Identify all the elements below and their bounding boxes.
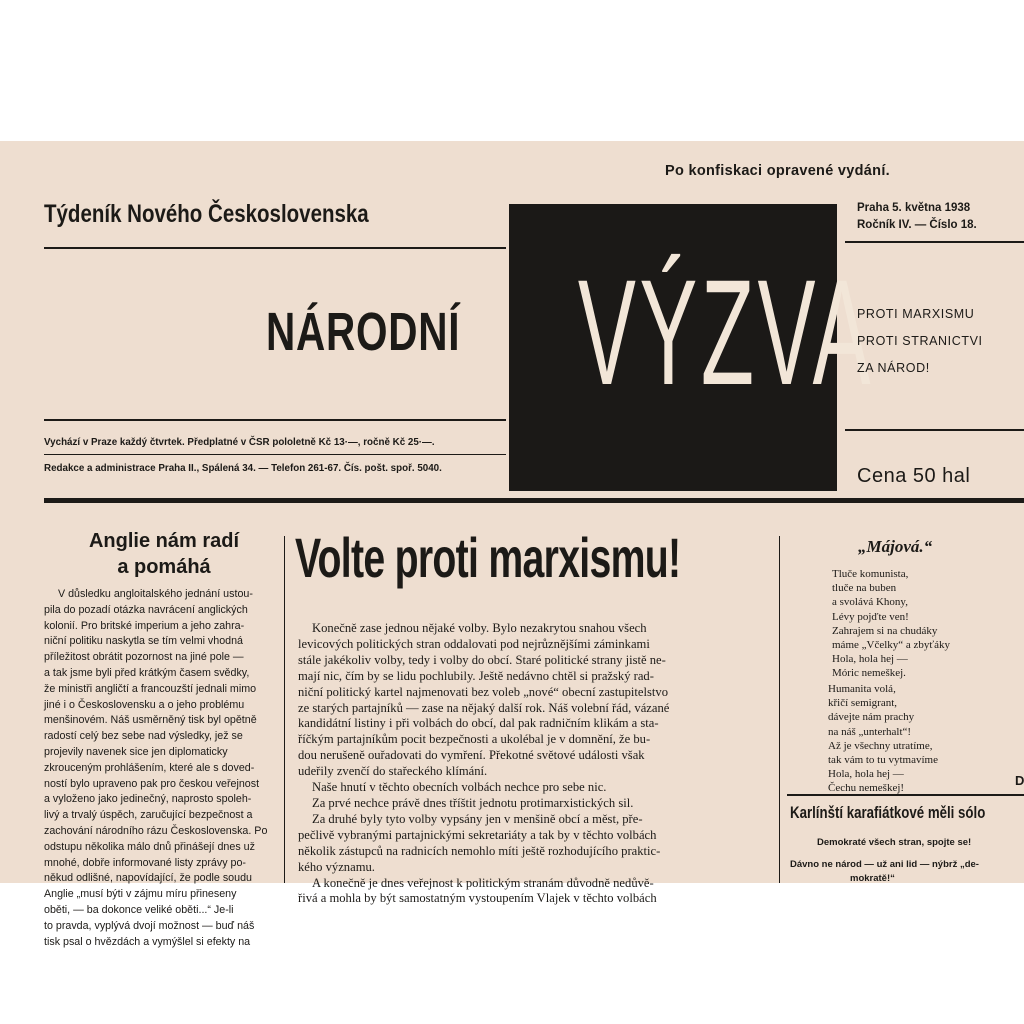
left-article-title [44, 528, 284, 580]
title-narodni: NÁRODNÍ [266, 302, 461, 362]
text-line: stále jakékoliv volby, tedy i volby do obcí. Staré politické strany jistě ne- [298, 652, 666, 667]
text-line: Za prvé nechce právě dnes tříštit jednotu protimarxistických sil. [312, 795, 634, 810]
text-line: Tluče komunista, [832, 568, 909, 580]
motto-line: PROTI STRANICTVI [857, 334, 983, 348]
column-divider-right [779, 536, 780, 883]
text-line: Móric nemeškej. [832, 667, 906, 680]
text-line: to pravda, vyplývá dvojí možnost — buď náš [44, 919, 255, 932]
text-line: zachování národního rázu Československa. Po [44, 824, 268, 837]
text-line: levicových politických stran oddalovati pod nejrůznějšími záminkami [298, 636, 650, 651]
text-line: mají nic, čím by se lidu pochlubily. Ještě nedávno chtěl si pražský rad- [298, 668, 654, 683]
text-line: Hola, hola hej — [828, 768, 904, 781]
text-line: na náš „unterhalt“! [828, 725, 912, 738]
text-line: pečlivě vybranými partajnickými sekretariáty a tak by v těchto volbách [298, 827, 657, 842]
text-line: Čechu nemeškej! [828, 782, 905, 795]
text-line: livý a trvalý úspěch, zaručující bezpečnost a [44, 809, 253, 822]
main-headline: Volte proti marxismu! [295, 526, 681, 589]
text-line: tak vám to tu vytmavíme [828, 754, 938, 767]
left-article-title-line: a pomáhá [117, 556, 211, 578]
text-line: Hola, hola hej — [832, 653, 908, 666]
text-line: a svolává Khony, [832, 596, 908, 609]
text-line: udeřily zvenčí do stařeckého klímání. [298, 764, 488, 779]
text-line: odstupu několika málo dnů přinášejí dnes už [44, 840, 255, 853]
title-vyzva: VÝZVA [577, 248, 875, 416]
poem-title: „Májová.“ [858, 537, 933, 556]
text-line: radostí celý bez sebe nad výsledky, jež se [44, 730, 243, 743]
title-box [509, 204, 875, 491]
right-article-line: mokratě!“ [850, 873, 895, 884]
text-line: Až je všechny utratíme, [828, 739, 933, 752]
text-line: Za druhé byly tyto volby vypsány jen v menšině obcí a měst, pře- [312, 811, 643, 826]
text-line: niční politický kartel najmenovati bez voleb „nové“ obecní zastupitelstvo [298, 684, 668, 699]
edge-letter: D [1015, 773, 1024, 788]
issue-volume: Ročník IV. — Číslo 18. [857, 219, 977, 231]
text-line: ze starých partajníků — zase na nějaký další rok. Náš volební řád, vázané [298, 700, 670, 715]
text-line: dávejte nám prachy [828, 711, 915, 724]
text-line: tluče na buben [832, 582, 897, 595]
text-line: Humanita volá, [828, 683, 896, 695]
text-line: několik zástupců na radnicích nemohlo míti ještě rozhodujícího praktic- [298, 843, 661, 858]
text-line: Lévy pojďte ven! [832, 610, 909, 623]
publish-info: Vychází v Praze každý čtvrtek. Předplatné v ČSR pololetně Kč 13·—, ročně Kč 25·—. [44, 437, 435, 448]
text-line: příležitost obrátit pozornost na jiné pole — [44, 651, 244, 664]
text-line: projevily navenek sice jen diplomaticky [44, 745, 228, 758]
text-line: pila do pozadí otázka navrácení anglických [44, 603, 248, 616]
confiscation-note: Po konfiskaci opravené vydání. [665, 163, 890, 179]
text-line: menšinovém. Náš usměrněný tisk byl opětně [44, 714, 257, 727]
text-line: A konečně je dnes veřejnost k politickým stranám důvodně nedůvě- [312, 875, 654, 890]
text-line: kého významu. [298, 859, 375, 874]
text-line: tisk psal o hvězdách a vymýšlel si efekty na [44, 935, 251, 948]
text-line: Naše hnutí v těchto obecních volbách nechce pro sebe nic. [312, 780, 607, 795]
text-line: máme „Včelky“ a zbyťáky [832, 639, 951, 652]
text-line: ností bylo upraveno pak pro českou veřejnost [44, 777, 260, 790]
text-line: Anglie „musí býti v zájmu míru přineseny [44, 888, 237, 901]
text-line: někud odlišné, napovídající, že podle soudu [44, 872, 252, 885]
left-article-body [44, 587, 276, 950]
poem-stanza-1 [832, 567, 950, 681]
newspaper-page [0, 141, 1024, 948]
left-article-title-line: Anglie nám radí [88, 530, 240, 552]
text-line: říčkým partajníkům pocit bezpečnosti a ukolébal je v domnění, že bu- [298, 732, 651, 747]
text-line: kolonií. Pro britské imperium a jeho zahra- [44, 619, 245, 632]
right-article-headline: Karlínští karafiátkové měli sólo [790, 803, 986, 822]
right-article-rule [787, 794, 1024, 796]
text-line: oběti, — ba dokonce veliké oběti...“ Je-li [44, 903, 234, 916]
motto [857, 301, 983, 382]
text-line: Konečně zase jednou nějaké volby. Bylo nezakrytou snahou všech [312, 621, 647, 635]
masthead-rule-mid [44, 419, 506, 421]
price-rule [845, 429, 1024, 431]
poem-stanza-2 [828, 682, 938, 796]
masthead-bottom-rule [44, 498, 1024, 503]
text-line: kandidátní listiny i při volbách do obcí, dal pak radničním klikám a sta- [298, 716, 659, 731]
office-info: Redakce a administrace Praha II., Spálená 34. — Telefon 261-67. Čís. pošt. spoř. 5040. [44, 463, 442, 474]
text-line: že ministři angličtí a francouzští jednali mimo [44, 682, 257, 695]
right-article-line: Dávno ne národ — už ani lid — nýbrž „de- [790, 859, 979, 870]
column-divider-left [284, 536, 285, 883]
text-line: niční politiku naskytla se tím velmi vhodná [44, 635, 243, 648]
text-line: Zahrajem si na chudáky [832, 624, 938, 637]
masthead-rule-top [44, 247, 506, 249]
text-line: a tak jsme byli před krátkým časem svědky, [44, 666, 250, 679]
main-article-body [298, 621, 768, 907]
text-line: dou nerušeně ouřadovati do vymření. Překotné světové události však [298, 748, 645, 763]
right-article-subhead: Demokraté všech stran, spojte se! [817, 837, 972, 848]
text-line: jiné i o Československu a o jeho problému [44, 698, 245, 711]
text-line: mnohé, dobře informované listy zprávy po- [44, 856, 246, 869]
text-line: V důsledku angloitalského jednání ustou- [58, 588, 253, 600]
text-line: řivá a mohla by být samostatným vystoupením Vlajek v těchto volbách [298, 891, 657, 906]
masthead-rule-thin [44, 454, 506, 455]
motto-line: PROTI MARXISMU [857, 307, 975, 321]
masthead-rule-right [845, 241, 1024, 243]
text-line: a vyloženo jako jedinečný, naprosto spoleh- [44, 793, 252, 806]
text-line: zkrouceným prohlášením, které ale s doved- [44, 761, 255, 774]
text-line: křičí semigrant, [828, 697, 898, 710]
weekly-subtitle: Týdeník Nového Československa [44, 200, 369, 228]
motto-line: ZA NÁROD! [857, 361, 930, 375]
issue-date: Praha 5. května 1938 [857, 202, 971, 214]
price: Cena 50 hal [857, 465, 971, 487]
